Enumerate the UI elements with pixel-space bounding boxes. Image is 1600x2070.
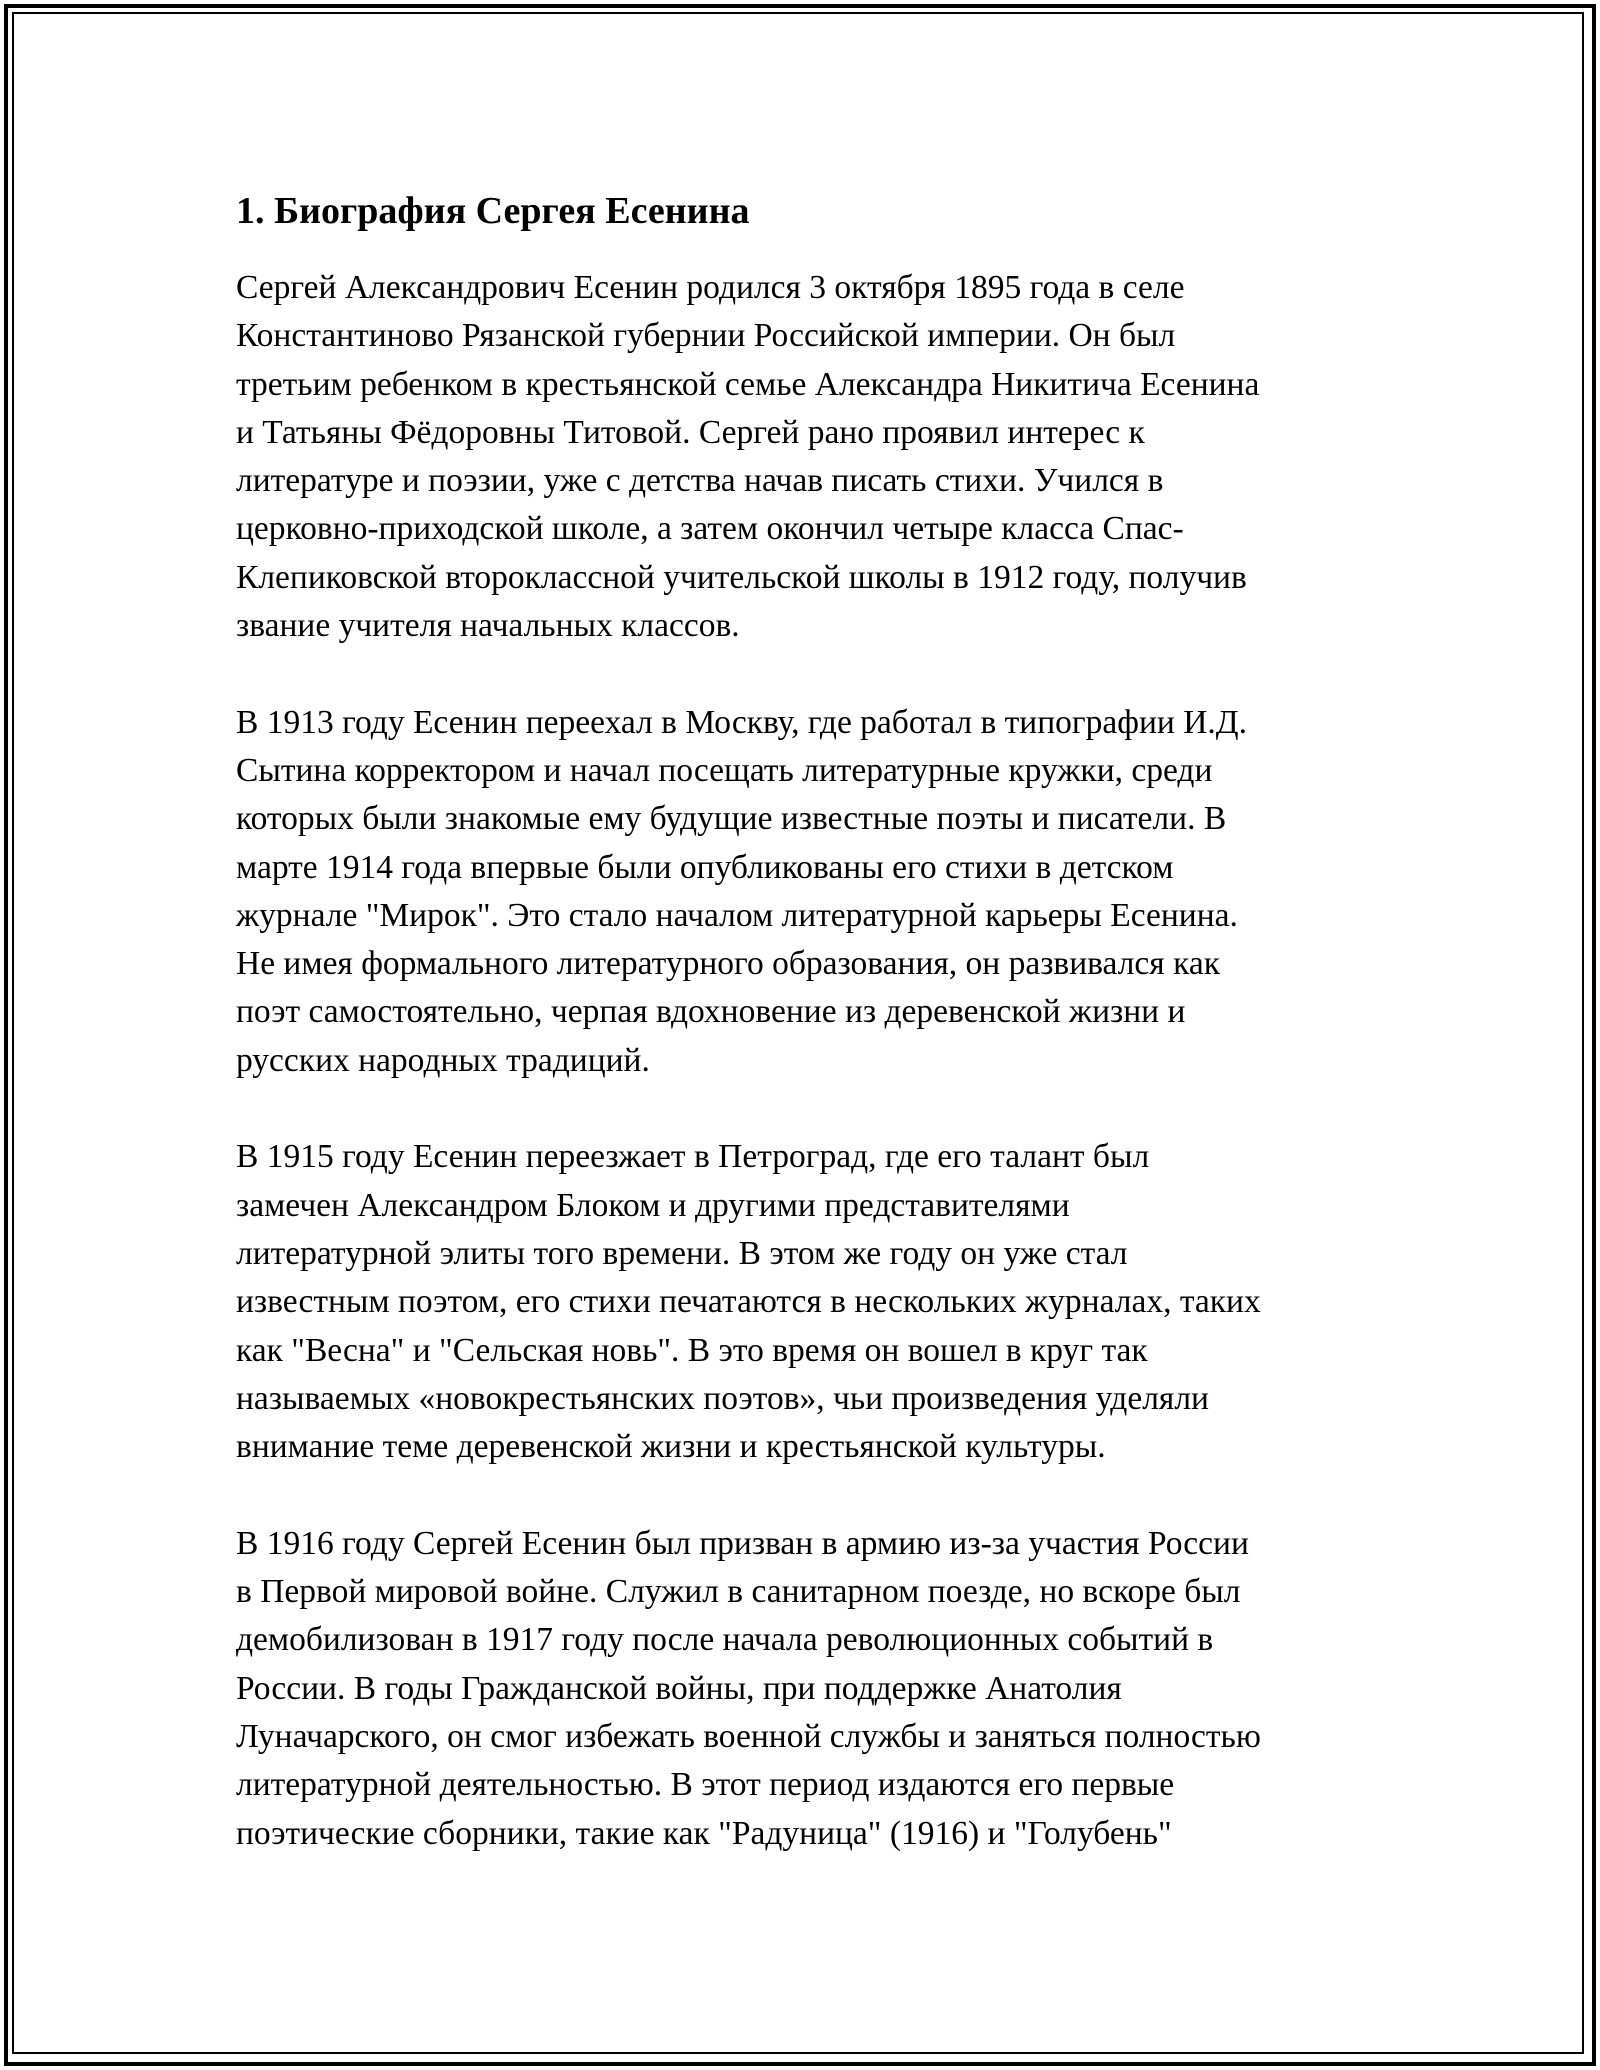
paragraph-1 bbox=[236, 264, 1386, 650]
paragraph-line: Сытина корректором и начал посещать литературные кружки, среди bbox=[236, 751, 1213, 789]
paragraph-line: журнале "Мирок". Это стало началом литературной карьеры Есенина. bbox=[236, 896, 1238, 934]
paragraph-line: церковно-приходской школе, а затем окончил четыре класса Спас- bbox=[236, 510, 1184, 548]
paragraph-line: России. В годы Гражданской войны, при поддержке Анатолия bbox=[236, 1669, 1122, 1707]
document-body bbox=[236, 186, 1386, 1906]
paragraph-line: литературе и поэзии, уже с детства начав писать стихи. Учился в bbox=[236, 462, 1164, 500]
paragraph-line: известным поэтом, его стихи печатаются в нескольких журналах, таких bbox=[236, 1283, 1261, 1321]
paragraph-4 bbox=[236, 1520, 1386, 1858]
paragraph-line: демобилизован в 1917 году после начала революционных событий в bbox=[236, 1621, 1214, 1659]
paragraph-3 bbox=[236, 1133, 1386, 1471]
paragraph-line: Сергей Александрович Есенин родился 3 октября 1895 года в селе bbox=[236, 269, 1185, 306]
paragraph-line: в Первой мировой войне. Служил в санитарном поезде, но вскоре был bbox=[236, 1573, 1241, 1611]
paragraph-line: Клепиковской второклассной учительской школы в 1912 году, получив bbox=[236, 558, 1247, 596]
paragraph-line: В 1916 году Сергей Есенин был призван в армию из-за участия России bbox=[236, 1524, 1249, 1562]
paragraph-line: поэт самостоятельно, черпая вдохновение из деревенской жизни и bbox=[236, 993, 1186, 1031]
paragraph-line: В 1915 году Есенин переезжает в Петроград, где его талант был bbox=[236, 1138, 1150, 1176]
paragraph-line: марте 1914 года впервые были опубликованы его стихи в детском bbox=[236, 848, 1174, 886]
paragraph-line: называемых «новокрестьянских поэтов», чьи произведения уделяли bbox=[236, 1379, 1209, 1417]
paragraph-line: литературной деятельностью. В этот период издаются его первые bbox=[236, 1766, 1175, 1804]
paragraph-line: внимание теме деревенской жизни и крестьянской культуры. bbox=[236, 1428, 1106, 1466]
paragraph-line: Не имея формального литературного образования, он развивался как bbox=[236, 945, 1220, 983]
paragraph-line: и Татьяны Фёдоровны Титовой. Сергей рано проявил интерес к bbox=[236, 413, 1145, 451]
paragraph-line: звание учителя начальных классов. bbox=[236, 607, 740, 645]
paragraph-2 bbox=[236, 699, 1386, 1085]
paragraph-line: которых были знакомые ему будущие известные поэты и писатели. В bbox=[236, 800, 1227, 838]
paragraph-line: как "Весна" и "Сельская новь". В это время он вошел в круг так bbox=[236, 1331, 1148, 1369]
paragraph-line: поэтические сборники, такие как "Радуница" (1916) и "Голубень" bbox=[236, 1814, 1172, 1852]
paragraph-line: В 1913 году Есенин переехал в Москву, где работал в типографии И.Д. bbox=[236, 703, 1247, 741]
paragraph-line: третьим ребенком в крестьянской семье Александра Никитича Есенина bbox=[236, 365, 1260, 403]
paragraph-line: Константиново Рязанской губернии Российской империи. Он был bbox=[236, 317, 1176, 355]
section-title: 1. Биография Сергея Есенина bbox=[236, 190, 750, 232]
paragraph-line: литературной элиты того времени. В этом же году он уже стал bbox=[236, 1234, 1128, 1272]
paragraph-line: русских народных традиций. bbox=[236, 1041, 650, 1079]
paragraph-line: замечен Александром Блоком и другими представителями bbox=[236, 1186, 1070, 1224]
paragraph-line: Луначарского, он смог избежать военной службы и заняться полностью bbox=[236, 1717, 1261, 1755]
